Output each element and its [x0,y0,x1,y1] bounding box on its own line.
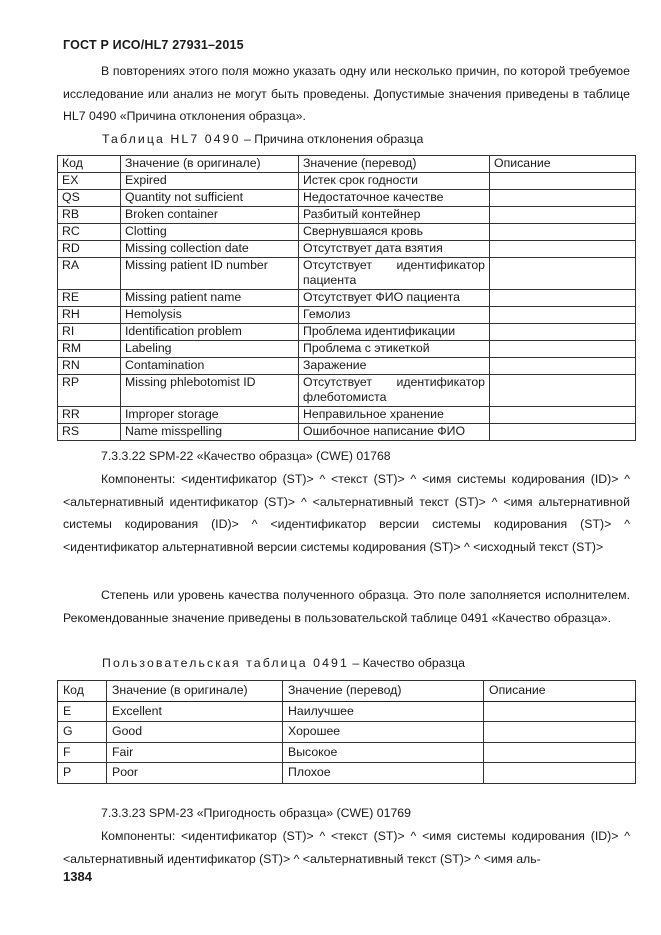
translation-cell: Высокое [283,742,484,763]
description-cell [490,375,636,407]
translation-cell: Плохое [283,763,484,784]
translation-cell: Отсутствует идентификатор флеботомиста [299,375,490,407]
original-cell: Good [107,722,283,743]
rejection-reason-table [57,155,636,441]
description-cell [490,224,636,241]
table1-caption-dash: – [243,132,251,146]
table2-caption-label: Пользовательская таблица 0491 [102,656,349,670]
original-cell: Labeling [121,341,299,358]
table2-caption-title: Качество образца [362,656,465,670]
description-cell [490,358,636,375]
translation-cell: Ошибочное написание ФИО [299,424,490,441]
translation-cell: Отсутствует ФИО пациента [299,290,490,307]
header-cell: Значение (в оригинале) [107,681,283,702]
table-row [58,307,636,324]
sample-quality-table [57,680,636,784]
code-cell: P [58,763,107,784]
table-row [58,241,636,258]
table-row [58,407,636,424]
description-cell [490,341,636,358]
description-cell [490,190,636,207]
description-cell [490,424,636,441]
description-cell [484,722,636,743]
code-cell: RI [58,324,121,341]
original-cell: Expired [121,173,299,190]
description-cell [490,207,636,224]
section22-description [63,584,630,629]
original-cell: Improper storage [121,407,299,424]
table-row [58,763,636,784]
table-row [58,358,636,375]
section22-components-text: Компоненты: <идентификатор (ST)> ^ <текст (ST)> ^ <имя системы кодирования (ID)> ^ <альтернативный идентификатор (ST)> ^ <альтернативный текст (ST)> ^ <имя альтернативной системы кодирования (ID)> ^ <идентификатор версии системы кодирования (ST)> ^ <идентификатор альтернативной версии системы кодирования (ST)> ^ <исходный текст (ST)> [63,472,630,554]
original-cell: Missing patient ID number [121,258,299,290]
table-header-row [58,156,636,173]
code-cell: QS [58,190,121,207]
code-cell: RA [58,258,121,290]
translation-cell: Свернувшаяся кровь [299,224,490,241]
table2-caption [102,656,465,670]
description-cell [490,407,636,424]
original-cell: Contamination [121,358,299,375]
description-cell [484,763,636,784]
table-row [58,742,636,763]
translation-cell: Разбитый контейнер [299,207,490,224]
code-cell: RD [58,241,121,258]
section23-components [63,825,630,870]
table2-caption-dash: – [352,656,360,670]
original-cell: Clotting [121,224,299,241]
code-cell: EX [58,173,121,190]
section22-components [63,468,630,558]
description-cell [490,258,636,290]
table-row [58,424,636,441]
header-cell: Описание [484,681,636,702]
original-cell: Identification problem [121,324,299,341]
table-row [58,722,636,743]
header-cell: Код [58,156,121,173]
code-cell: RB [58,207,121,224]
table1-caption [102,132,423,146]
description-cell [490,307,636,324]
original-cell: Poor [107,763,283,784]
original-cell: Name misspelling [121,424,299,441]
table-row [58,290,636,307]
table-row [58,207,636,224]
translation-cell: Гемолиз [299,307,490,324]
header-cell: Значение (перевод) [283,681,484,702]
original-cell: Excellent [107,701,283,722]
original-cell: Missing phlebotomist ID [121,375,299,407]
code-cell: RM [58,341,121,358]
table-row [58,224,636,241]
code-cell: RS [58,424,121,441]
section22-heading [63,445,630,468]
original-cell: Hemolysis [121,307,299,324]
table-row [58,701,636,722]
table-row [58,375,636,407]
table-header-row [58,681,636,702]
section22-heading-text: 7.3.3.22 SPM-22 «Качество образца» (CWE) 01768 [101,449,391,463]
table-row [58,324,636,341]
translation-cell: Отсутствует идентификатор пациента [299,258,490,290]
description-cell [490,324,636,341]
table-row [58,173,636,190]
section22-description-text: Степень или уровень качества полученного образца. Это поле заполняется исполнителем. Рекомендованные значение приведены в пользовательской таблице 0491 «Качество образца». [63,588,630,625]
section23-heading [63,802,630,825]
description-cell [490,290,636,307]
intro-paragraph [63,60,630,128]
translation-cell: Проблема с этикеткой [299,341,490,358]
description-cell [484,701,636,722]
translation-cell: Проблема идентификации [299,324,490,341]
table-row [58,341,636,358]
translation-cell: Хорошее [283,722,484,743]
code-cell: G [58,722,107,743]
header-cell: Код [58,681,107,702]
original-cell: Broken container [121,207,299,224]
table-row [58,190,636,207]
header-cell: Описание [490,156,636,173]
translation-cell: Наилучшее [283,701,484,722]
table1-caption-label: Таблица HL7 0490 [102,132,241,146]
document-header: ГОСТ Р ИСО/HL7 27931–2015 [63,38,244,52]
description-cell [484,742,636,763]
original-cell: Quantity not sufficient [121,190,299,207]
header-cell: Значение (перевод) [299,156,490,173]
code-cell: E [58,701,107,722]
code-cell: RN [58,358,121,375]
translation-cell: Недостаточное качестве [299,190,490,207]
code-cell: RC [58,224,121,241]
table1-caption-title: Причина отклонения образца [254,132,424,146]
original-cell: Missing patient name [121,290,299,307]
description-cell [490,173,636,190]
code-cell: RR [58,407,121,424]
translation-cell: Истек срок годности [299,173,490,190]
intro-text: В повторениях этого поля можно указать одну или несколько причин, по которой требуемое исследование или анализ не могут быть проведены. Допустимые значения приведены в таблице HL7 0490 «Причина отклонения образца». [63,64,630,123]
code-cell: F [58,742,107,763]
table-row [58,258,636,290]
translation-cell: Заражение [299,358,490,375]
header-cell: Значение (в оригинале) [121,156,299,173]
section23-components-text: Компоненты: <идентификатор (ST)> ^ <текст (ST)> ^ <имя системы кодирования (ID)> ^ <альтернативный идентификатор (ST)> ^ <альтернативный текст (ST)> ^ <имя аль- [63,829,630,866]
translation-cell: Неправильное хранение [299,407,490,424]
code-cell: RH [58,307,121,324]
page-number: 1384 [63,869,92,884]
original-cell: Fair [107,742,283,763]
code-cell: RP [58,375,121,407]
original-cell: Missing collection date [121,241,299,258]
translation-cell: Отсутствует дата взятия [299,241,490,258]
description-cell [490,241,636,258]
section23-heading-text: 7.3.3.23 SPM-23 «Пригодность образца» (CWE) 01769 [101,806,411,820]
code-cell: RE [58,290,121,307]
